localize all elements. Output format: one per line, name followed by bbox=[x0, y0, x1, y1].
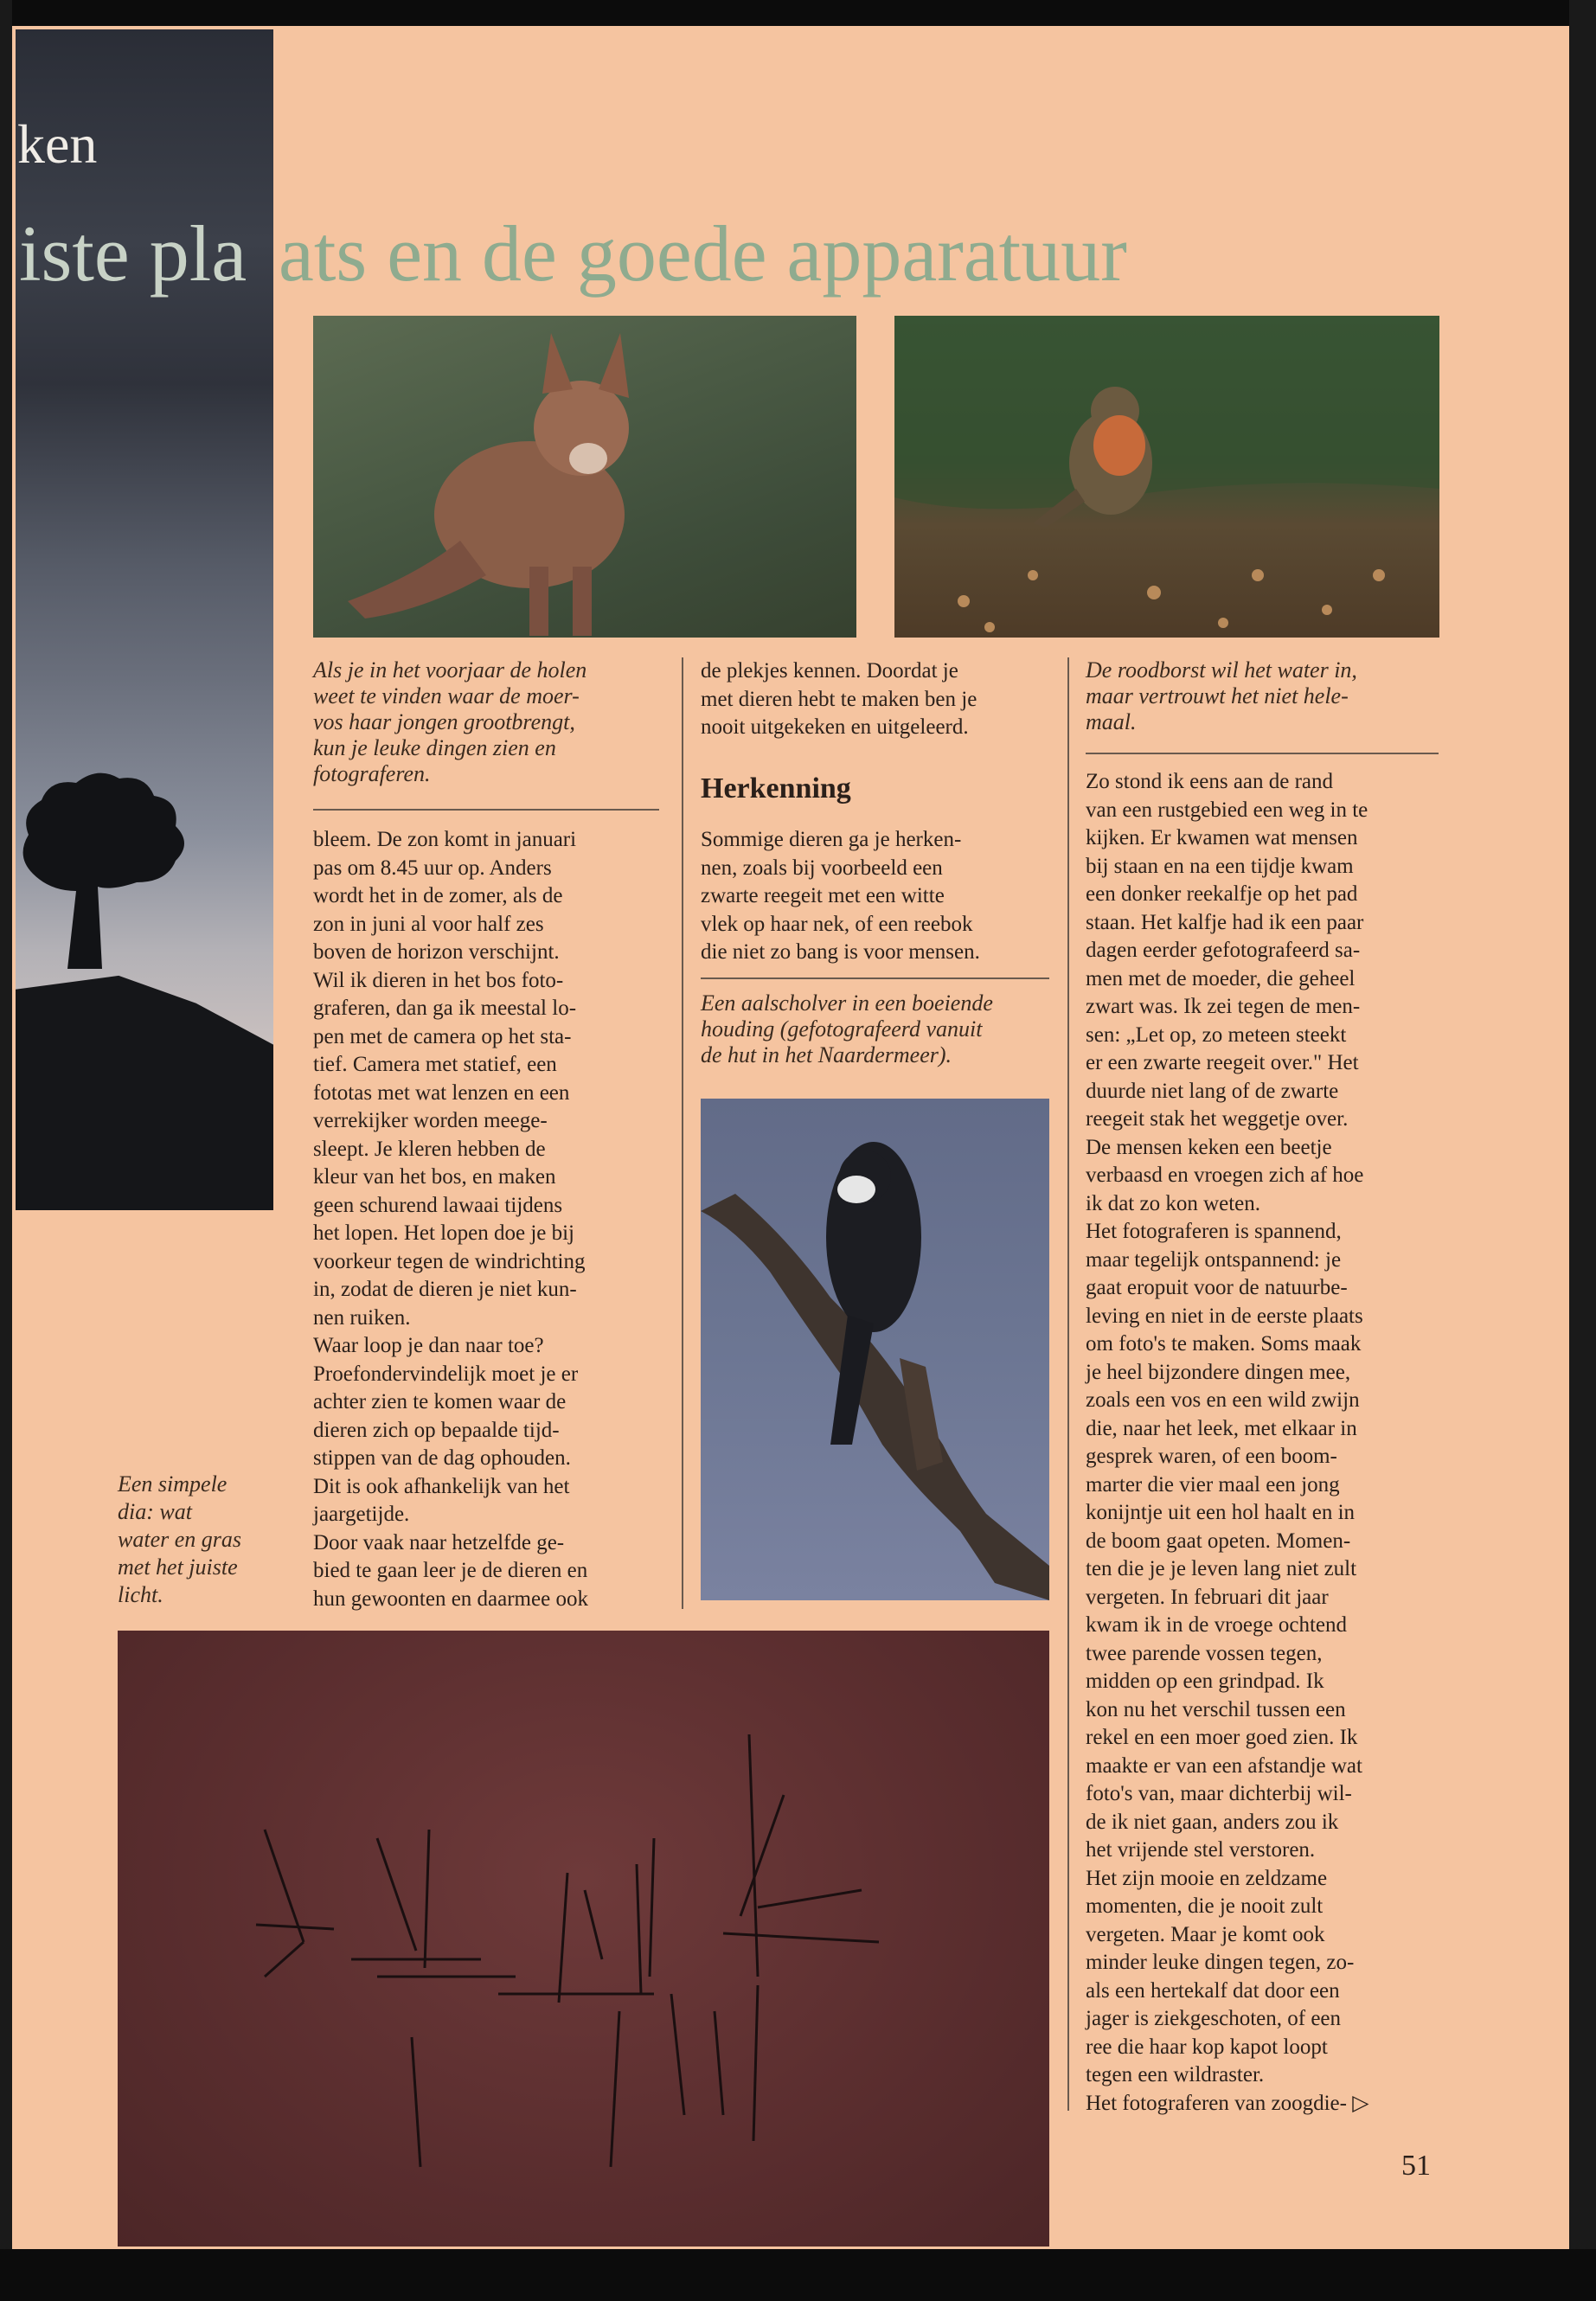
column-divider bbox=[682, 657, 683, 1609]
text-line: Het fotograferen is spannend, bbox=[1086, 1220, 1342, 1243]
text-line: De mensen keken een beetje bbox=[1086, 1135, 1332, 1159]
cormorant-photo bbox=[701, 1099, 1049, 1600]
text-line: midden op een grindpad. Ik bbox=[1086, 1670, 1324, 1693]
text-line: boven de horizon verschijnt. bbox=[313, 940, 560, 964]
fox-figure bbox=[313, 316, 856, 638]
column-1 bbox=[313, 826, 676, 1613]
text-line: kijken. Er kwamen wat mensen bbox=[1086, 826, 1358, 849]
text-line: bied te gaan leer je de dieren en bbox=[313, 1559, 588, 1582]
text-line: Wil ik dieren in het bos foto- bbox=[313, 968, 564, 992]
reeds-figure bbox=[118, 1631, 1049, 2247]
text-line: met dieren hebt te maken ben je bbox=[701, 687, 977, 711]
robin-figure bbox=[894, 316, 1439, 638]
text-line: vergeten. In februari dit jaar bbox=[1086, 1585, 1329, 1609]
text-line: dieren zich op bepaalde tijd- bbox=[313, 1418, 560, 1442]
text-line: Door vaak naar hetzelfde ge- bbox=[313, 1530, 565, 1554]
cormorant-caption bbox=[701, 990, 1055, 1068]
text-line: van een rustgebied een weg in te bbox=[1086, 798, 1368, 822]
text-line: zoals een vos en een wild zwijn bbox=[1086, 1388, 1360, 1412]
text-line: Het fotograferen van zoogdie- ▷ bbox=[1086, 2091, 1369, 2115]
text-line: nen ruiken. bbox=[313, 1305, 411, 1330]
text-line: ik dat zo kon weten. bbox=[1086, 1191, 1261, 1215]
text-line: om foto's te maken. Soms maak bbox=[1086, 1332, 1362, 1356]
text-line: vergeten. Maar je komt ook bbox=[1086, 1922, 1325, 1946]
text-line: kleur van het bos, en maken bbox=[313, 1165, 556, 1189]
text-line: vlek op haar nek, of een reebok bbox=[701, 912, 973, 936]
text-line: ree die haar kop kapot loopt bbox=[1086, 2035, 1328, 2059]
fox-photo bbox=[313, 316, 856, 638]
text-line: konijntje uit een hol haalt en in bbox=[1086, 1501, 1356, 1524]
text-line: je heel bijzondere dingen mee, bbox=[1086, 1360, 1351, 1384]
section-heading: Herkenning bbox=[701, 772, 851, 804]
column-3 bbox=[1086, 768, 1449, 2118]
text-line: gesprek waren, of een boom- bbox=[1086, 1445, 1337, 1468]
text-line: wordt het in de zomer, als de bbox=[313, 884, 563, 907]
text-line: sen: „Let op, zo meteen steekt bbox=[1086, 1022, 1347, 1047]
text-line: rekel en een moer goed zien. Ik bbox=[1086, 1726, 1358, 1749]
robin-photo bbox=[894, 316, 1439, 638]
text-line: sleept. Je kleren hebben de bbox=[313, 1137, 546, 1161]
text-line: Waar loop je dan naar toe? bbox=[313, 1334, 544, 1357]
text-line: maakte er van een afstandje wat bbox=[1086, 1753, 1362, 1778]
page-number: 51 bbox=[1401, 2150, 1431, 2182]
text-line: bij staan en na een tijdje kwam bbox=[1086, 854, 1354, 878]
column-2-mid bbox=[701, 826, 1055, 967]
text-line: de plekjes kennen. Doordat je bbox=[701, 659, 958, 683]
divider bbox=[1086, 753, 1439, 754]
text-line: jaargetijde. bbox=[313, 1503, 410, 1526]
caption-line: maar vertrouwt het niet hele- bbox=[1086, 683, 1349, 708]
text-line: maar tegelijk ontspannend: je bbox=[1086, 1247, 1342, 1272]
text-line: bleem. De zon komt in januari bbox=[313, 828, 577, 851]
text-line: tegen een wildraster. bbox=[1086, 2063, 1265, 2086]
caption-line: water en gras bbox=[118, 1527, 241, 1552]
text-line: kon nu het verschil tussen een bbox=[1086, 1697, 1346, 1721]
text-line: marter die vier maal een jong bbox=[1086, 1472, 1340, 1497]
chapter-fragment: ken bbox=[17, 113, 98, 175]
text-line: die, naar het leek, met elkaar in bbox=[1086, 1416, 1357, 1440]
text-line: zon in juni al voor half zes bbox=[313, 912, 544, 936]
caption-line: kun je leuke dingen zien en bbox=[313, 735, 556, 760]
text-line: verrekijker worden meege- bbox=[313, 1109, 548, 1132]
text-line: jager is ziekgeschoten, of een bbox=[1086, 2007, 1342, 2030]
text-line: graferen, dan ga ik meestal lo- bbox=[313, 997, 577, 1020]
text-line: tief. Camera met statief, een bbox=[313, 1053, 557, 1076]
text-line: zwart was. Ik zei tegen de men- bbox=[1086, 995, 1361, 1018]
text-line: zwarte reegeit met een witte bbox=[701, 884, 945, 907]
text-line: duurde niet lang of de zwarte bbox=[1086, 1079, 1339, 1103]
text-line: twee parende vossen tegen, bbox=[1086, 1641, 1323, 1665]
text-line: het lopen. Het lopen doe je bij bbox=[313, 1221, 575, 1245]
scan-border-bottom bbox=[0, 2249, 1596, 2301]
text-line: kwam ik in de vroege ochtend bbox=[1086, 1613, 1347, 1637]
text-line: verbaasd en vroegen zich af hoe bbox=[1086, 1163, 1364, 1187]
column-divider bbox=[1067, 657, 1069, 2111]
text-line: dagen eerder gefotografeerd sa- bbox=[1086, 939, 1361, 962]
text-line: er een zwarte reegeit over." Het bbox=[1086, 1051, 1359, 1074]
caption-line: De roodborst wil het water in, bbox=[1086, 657, 1357, 683]
text-line: leving en niet in de eerste plaats bbox=[1086, 1304, 1363, 1328]
caption-line: Een simpele bbox=[118, 1471, 228, 1497]
text-line: pas om 8.45 uur op. Anders bbox=[313, 856, 552, 880]
text-line: voorkeur tegen de windrichting bbox=[313, 1249, 586, 1273]
column-2-top bbox=[701, 657, 1055, 742]
text-line: Dit is ook afhankelijk van het bbox=[313, 1474, 570, 1498]
caption-line: fotograferen. bbox=[313, 761, 431, 786]
title-left-part: iste pla bbox=[19, 209, 247, 298]
text-line: als een hertekalf dat door een bbox=[1086, 1978, 1340, 2003]
text-line: de boom gaat opeten. Momen- bbox=[1086, 1529, 1351, 1553]
text-line: geen schurend lawaai tijdens bbox=[313, 1193, 563, 1217]
text-line: fototas met wat lenzen en een bbox=[313, 1080, 570, 1105]
text-line: stippen van de dag ophouden. bbox=[313, 1446, 571, 1470]
text-line: pen met de camera op het sta- bbox=[313, 1024, 572, 1048]
scan-border-left bbox=[0, 0, 12, 2301]
text-line: Sommige dieren ga je herken- bbox=[701, 828, 962, 851]
fox-caption bbox=[313, 657, 659, 787]
text-line: momenten, die je nooit zult bbox=[1086, 1894, 1324, 1918]
text-line: in, zodat de dieren je niet kun- bbox=[313, 1278, 577, 1301]
divider bbox=[313, 809, 659, 811]
text-line: reegeit stak het weggetje over. bbox=[1086, 1107, 1349, 1131]
text-line: Het zijn mooie en zeldzame bbox=[1086, 1866, 1328, 1890]
robin-caption bbox=[1086, 657, 1449, 735]
caption-line: de hut in het Naardermeer). bbox=[701, 1042, 952, 1067]
text-line: ten die je je leven lang niet zult bbox=[1086, 1557, 1357, 1580]
caption-line: weet te vinden waar de moer- bbox=[313, 683, 580, 708]
scan-border-top bbox=[0, 0, 1596, 26]
text-line: het vrijende stel verstoren. bbox=[1086, 1838, 1316, 1862]
caption-line: dia: wat bbox=[118, 1499, 192, 1524]
page-title: ats en de goede apparatuur bbox=[279, 209, 1127, 298]
text-line: die niet zo bang is voor mensen. bbox=[701, 940, 980, 964]
caption-line: houding (gefotografeerd vanuit bbox=[701, 1016, 983, 1042]
tree-silhouette bbox=[16, 761, 206, 969]
caption-line: maal. bbox=[1086, 709, 1137, 734]
water-caption bbox=[118, 1471, 291, 1609]
text-line: nen, zoals bij voorbeeld een bbox=[701, 856, 943, 880]
text-line: gaat eropuit voor de natuurbe- bbox=[1086, 1276, 1348, 1299]
scan-border-right bbox=[1569, 0, 1596, 2301]
caption-line: Een aalscholver in een boeiende bbox=[701, 990, 993, 1016]
caption-line: Als je in het voorjaar de holen bbox=[313, 657, 587, 683]
text-line: Proefondervindelijk moet je er bbox=[313, 1362, 579, 1386]
text-line: hun gewoonten en daarmee ook bbox=[313, 1586, 588, 1611]
text-line: foto's van, maar dichterbij wil- bbox=[1086, 1782, 1352, 1805]
caption-line: vos haar jongen grootbrengt, bbox=[313, 709, 575, 734]
text-line: achter zien te komen waar de bbox=[313, 1390, 567, 1413]
text-line: minder leuke dingen tegen, zo- bbox=[1086, 1951, 1355, 1974]
water-reeds-photo bbox=[118, 1631, 1049, 2247]
cormorant-figure bbox=[701, 1099, 1049, 1600]
text-line: een donker reekalfje op het pad bbox=[1086, 882, 1358, 906]
divider bbox=[701, 977, 1049, 979]
caption-line: met het juiste bbox=[118, 1554, 238, 1580]
text-line: de ik niet gaan, anders zou ik bbox=[1086, 1810, 1339, 1834]
text-line: men met de moeder, die geheel bbox=[1086, 966, 1356, 990]
text-line: staan. Het kalfje had ik een paar bbox=[1086, 910, 1364, 934]
caption-line: licht. bbox=[118, 1582, 163, 1607]
text-line: nooit uitgekeken en uitgeleerd. bbox=[701, 715, 969, 739]
text-line: Zo stond ik eens aan de rand bbox=[1086, 770, 1334, 793]
